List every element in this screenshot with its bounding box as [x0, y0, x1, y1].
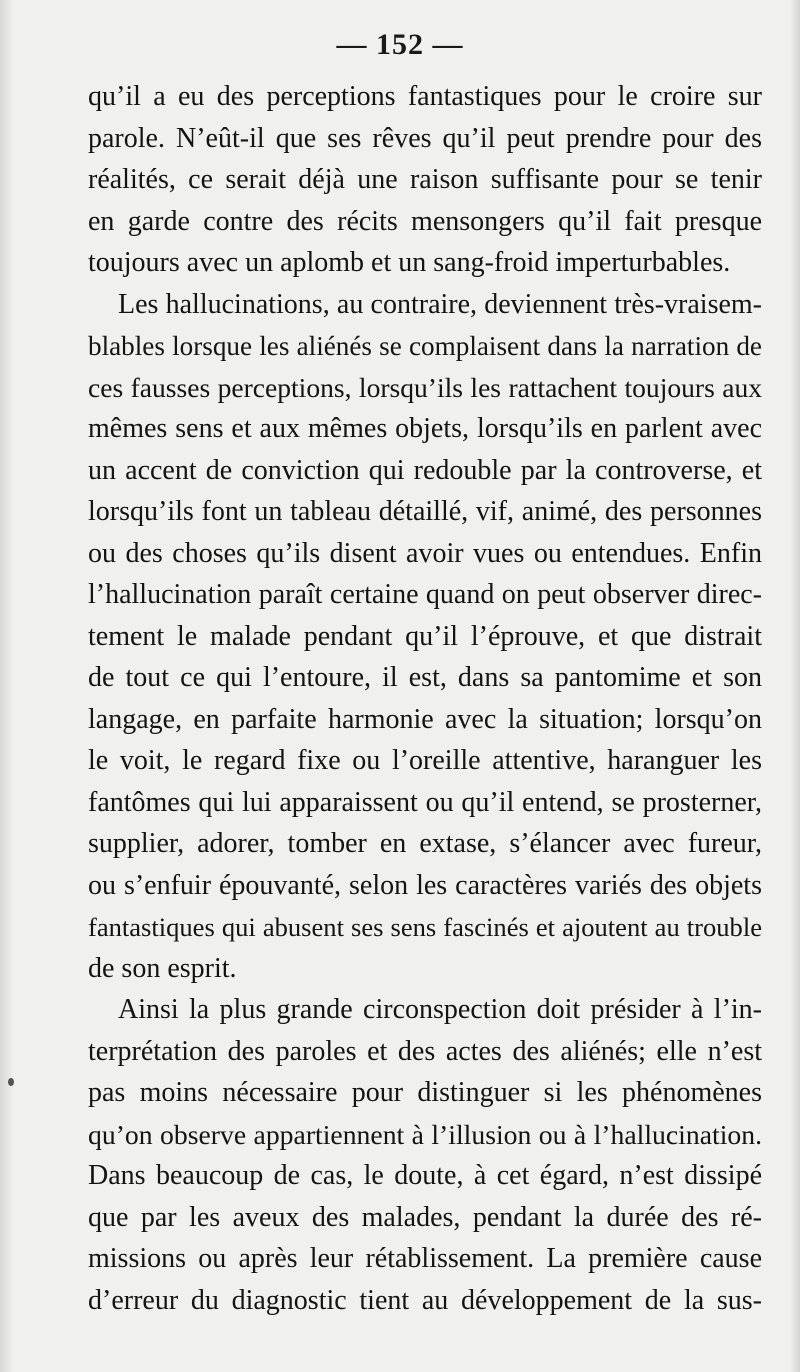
text-line: Dans beaucoup de cas, le doute, à cet égard, n’est dissipé: [88, 1160, 762, 1191]
text-line: terprétation des paroles et des actes des aliénés; elle n’est: [88, 1036, 762, 1067]
text-line: langage, en parfaite harmonie avec la situation; lorsqu’on: [88, 704, 762, 735]
text-line: pas moins nécessaire pour distinguer si les phénomènes: [88, 1077, 762, 1108]
text-line: supplier, adorer, tomber en extase, s’élancer avec fureur,: [88, 828, 762, 859]
text-line: de son esprit.: [88, 953, 237, 984]
text-line: toujours avec un aplomb et un sang-froid imperturbables.: [88, 247, 731, 278]
page-number: — 152 —: [336, 28, 464, 61]
text-line: fantômes qui lui apparaissent ou qu’il entend, se prosterner,: [88, 787, 762, 818]
text-line: de tout ce qui l’entoure, il est, dans sa pantomime et son: [88, 662, 762, 693]
text-line: blables lorsque les aliénés se complaisent dans la narration de: [88, 331, 762, 361]
text-line: qu’on observe appartiennent à l’illusion ou à l’hallucination.: [88, 1119, 762, 1150]
text-line: réalités, ce serait déjà une raison suffisante pour se tenir: [88, 164, 762, 195]
text-line: fantastiques qui abusent ses sens fascinés et ajoutent au trouble: [88, 912, 762, 942]
text-line: parole. N’eût-il que ses rêves qu’il peut prendre pour des: [88, 123, 762, 154]
paragraph-start-line: Ainsi la plus grande circonspection doit présider à l’in-: [118, 994, 762, 1025]
text-line: un accent de conviction qui redouble par la controverse, et: [88, 455, 762, 486]
text-line: lorsqu’ils font un tableau détaillé, vif, animé, des personnes: [88, 496, 762, 527]
text-line: d’erreur du diagnostic tient au développement de la sus-: [88, 1285, 762, 1316]
text-line: tement le malade pendant qu’il l’éprouve, et que distrait: [88, 621, 762, 652]
text-line: que par les aveux des malades, pendant la durée des ré-: [88, 1202, 762, 1233]
text-line: missions ou après leur rétablissement. La première cause: [88, 1243, 762, 1274]
text-line: mêmes sens et aux mêmes objets, lorsqu’ils en parlent avec: [88, 413, 762, 444]
text-line: en garde contre des récits mensongers qu’il fait presque: [88, 206, 762, 237]
text-line: le voit, le regard fixe ou l’oreille attentive, haranguer les: [88, 745, 762, 776]
text-line: ou s’enfuir épouvanté, selon les caractères variés des objets: [88, 870, 762, 901]
text-line: qu’il a eu des perceptions fantastiques pour le croire sur: [88, 81, 762, 112]
text-line: ces fausses perceptions, lorsqu’ils les rattachent toujours aux: [88, 372, 762, 403]
ink-speck: [8, 1078, 14, 1086]
paragraph-start-line: Les hallucinations, au contraire, deviennent très-vraisem-: [118, 289, 762, 320]
text-line: l’hallucination paraît certaine quand on peut observer direc-: [88, 579, 762, 610]
text-line: ou des choses qu’ils disent avoir vues ou entendues. Enfin: [88, 538, 762, 569]
